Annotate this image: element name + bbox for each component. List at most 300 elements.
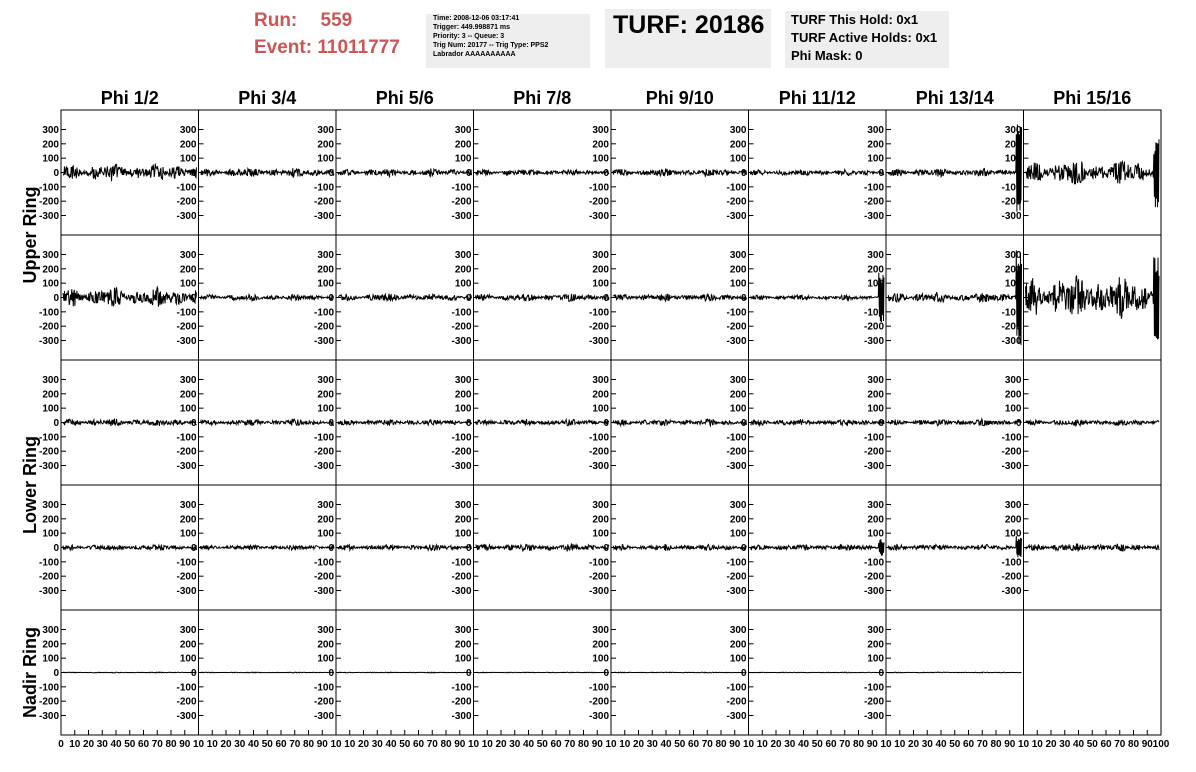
y-tick-label: 300 — [454, 499, 472, 511]
x-tick-label: 20 — [907, 739, 920, 750]
y-tick-label: 0 — [465, 418, 472, 429]
y-tick-label: -100 — [176, 557, 197, 569]
x-tick-label: 70 — [151, 739, 163, 750]
y-tick-label: -200 — [176, 446, 197, 458]
y-tick-label: 100 — [729, 653, 747, 665]
y-tick-label: 300 — [42, 499, 59, 511]
waveform-trace — [613, 672, 747, 673]
x-tick-label: 70 — [564, 739, 576, 750]
y-tick-label: -300 — [38, 711, 59, 723]
y-tick-label: 100 — [179, 653, 197, 665]
y-tick-label: 100 — [317, 403, 334, 415]
y-tick-label: -200 — [1001, 196, 1022, 208]
x-tick-label: 40 — [522, 739, 535, 750]
column-title: Phi 3/4 — [238, 88, 297, 108]
x-tick-label: 70 — [426, 739, 438, 750]
run-label: Run: — [254, 10, 298, 31]
run-value: 559 — [320, 10, 353, 31]
y-tick-label: 0 — [465, 543, 472, 554]
y-tick-label: 0 — [328, 293, 334, 304]
waveform-trace — [476, 294, 610, 302]
y-tick-label: -300 — [451, 711, 472, 723]
waveform-trace — [476, 672, 610, 673]
y-tick-label: -300 — [38, 336, 59, 348]
y-tick-label: 100 — [317, 278, 334, 290]
y-tick-label: 100 — [1004, 278, 1022, 290]
y-tick-label: -300 — [38, 211, 59, 223]
y-tick-label: 300 — [867, 374, 884, 386]
x-tick-label: 80 — [990, 739, 1002, 750]
turf-active-holds: TURF Active Holds: 0x1 — [791, 30, 938, 45]
y-tick-label: -100 — [588, 432, 609, 444]
waveform-trace — [338, 419, 472, 425]
y-tick-label: -100 — [451, 182, 472, 194]
y-tick-label: -300 — [176, 211, 197, 223]
y-tick-label: -100 — [588, 182, 609, 194]
y-tick-label: 100 — [867, 153, 884, 165]
y-tick-label: 100 — [729, 278, 747, 290]
y-tick-label: -300 — [726, 711, 747, 723]
y-tick-label: 300 — [867, 249, 884, 261]
x-tick-label: 40 — [385, 739, 397, 750]
ring-label: Upper Ring — [20, 186, 40, 284]
info-time: Time: 2008-12-06 03:17:41 — [433, 15, 520, 22]
y-tick-label: 300 — [179, 499, 197, 511]
y-tick-label: 100 — [1004, 528, 1022, 540]
y-tick-label: 300 — [729, 624, 747, 636]
y-tick-label: 0 — [1015, 418, 1022, 429]
x-tick-label: 70 — [289, 739, 301, 750]
y-tick-label: 200 — [1004, 264, 1022, 276]
y-tick-label: -200 — [38, 696, 59, 708]
y-tick-label: 300 — [42, 374, 59, 386]
y-tick-label: 0 — [53, 168, 59, 179]
x-tick-label: 50 — [536, 739, 548, 750]
y-tick-label: -200 — [863, 321, 884, 333]
y-tick-label: 0 — [878, 293, 884, 304]
y-tick-label: -200 — [176, 571, 197, 583]
x-tick-label: 10 — [467, 739, 480, 750]
x-tick-label: 90 — [1004, 739, 1016, 750]
x-tick-label: 80 — [852, 739, 865, 750]
x-tick-label: 40 — [110, 739, 122, 750]
y-tick-label: 200 — [317, 639, 334, 651]
y-tick-label: 0 — [53, 418, 59, 429]
y-tick-label: 100 — [317, 528, 334, 540]
y-tick-label: -300 — [451, 211, 472, 223]
x-tick-label: 60 — [137, 739, 150, 750]
x-tick-label: 40 — [797, 739, 810, 750]
y-tick-label: 100 — [592, 153, 609, 165]
y-tick-label: -300 — [726, 586, 747, 598]
waveform-trace — [201, 545, 335, 550]
y-tick-label: -200 — [38, 321, 59, 333]
y-tick-label: 200 — [592, 139, 609, 151]
y-tick-label: -300 — [863, 336, 884, 348]
y-tick-label: 300 — [454, 124, 472, 136]
y-tick-label: 200 — [867, 139, 884, 151]
y-tick-label: 200 — [592, 514, 609, 526]
y-tick-label: 200 — [454, 139, 472, 151]
y-tick-label: 0 — [190, 168, 197, 179]
y-tick-label: 100 — [179, 403, 197, 415]
y-tick-label: -100 — [1001, 557, 1022, 569]
y-tick-label: 0 — [465, 168, 472, 179]
y-tick-label: 0 — [603, 418, 609, 429]
y-tick-label: 100 — [729, 153, 747, 165]
turf-number: TURF: 20186 — [613, 11, 765, 39]
waveform-trace — [476, 543, 610, 551]
y-tick-label: 0 — [190, 543, 197, 554]
y-tick-label: 100 — [454, 153, 472, 165]
y-tick-label: 300 — [317, 249, 334, 261]
waveform-trace — [751, 539, 885, 556]
y-tick-label: 300 — [867, 624, 884, 636]
info-trigger: Trigger: 449.998871 ms — [433, 24, 511, 31]
waveform-trace — [476, 419, 610, 426]
y-tick-label: 300 — [592, 374, 609, 386]
x-tick-label: 10 — [605, 739, 617, 750]
y-tick-label: -200 — [38, 446, 59, 458]
turf-this-hold: TURF This Hold: 0x1 — [791, 12, 919, 27]
y-tick-label: -100 — [313, 182, 334, 194]
waveform-trace — [201, 294, 335, 300]
y-tick-label: 200 — [1004, 389, 1022, 401]
y-tick-label: 0 — [878, 168, 884, 179]
y-tick-label: 100 — [592, 528, 609, 540]
y-tick-label: 300 — [729, 374, 747, 386]
x-tick-label: 30 — [371, 739, 383, 750]
y-tick-label: -200 — [588, 696, 609, 708]
y-tick-label: 0 — [53, 293, 59, 304]
waveform-trace — [201, 672, 335, 673]
info-priority: Priority: 3 -- Queue: 3 — [433, 33, 505, 40]
y-tick-label: 200 — [454, 264, 472, 276]
y-tick-label: -100 — [1001, 307, 1022, 319]
y-tick-label: -100 — [588, 307, 609, 319]
y-tick-label: -200 — [451, 196, 472, 208]
y-tick-label: -100 — [451, 682, 472, 694]
x-tick-label: 70 — [839, 739, 851, 750]
y-tick-label: 300 — [867, 499, 884, 511]
y-tick-label: 100 — [454, 528, 472, 540]
y-tick-label: 100 — [42, 153, 59, 165]
waveform-trace — [63, 672, 197, 673]
y-tick-label: -200 — [588, 446, 609, 458]
y-tick-label: -200 — [863, 446, 884, 458]
x-tick-label: 60 — [687, 739, 700, 750]
y-tick-label: 200 — [1004, 139, 1022, 151]
x-tick-label: 90 — [591, 739, 603, 750]
y-tick-label: -200 — [313, 571, 334, 583]
y-tick-label: -100 — [726, 557, 747, 569]
y-tick-label: -100 — [863, 682, 884, 694]
y-tick-label: 0 — [740, 668, 747, 679]
x-tick-label: 90 — [866, 739, 878, 750]
x-tick-label: 40 — [935, 739, 947, 750]
y-tick-label: -100 — [726, 682, 747, 694]
waveform-trace — [888, 536, 1022, 557]
waveform-trace — [338, 545, 472, 551]
y-tick-label: 200 — [867, 389, 884, 401]
y-tick-label: -300 — [1001, 461, 1022, 473]
y-tick-label: -300 — [1001, 586, 1022, 598]
y-tick-label: -200 — [726, 696, 747, 708]
y-tick-label: 300 — [1004, 374, 1022, 386]
y-tick-label: -100 — [38, 557, 59, 569]
x-tick-label: 70 — [1114, 739, 1126, 750]
x-tick-label: 100 — [1152, 739, 1170, 750]
y-tick-label: 100 — [317, 153, 334, 165]
y-tick-label: -300 — [313, 211, 334, 223]
y-tick-label: -300 — [1001, 211, 1022, 223]
x-tick-label: 20 — [632, 739, 645, 750]
y-tick-label: 200 — [592, 264, 609, 276]
y-tick-label: 300 — [454, 374, 472, 386]
y-tick-label: -200 — [176, 196, 197, 208]
y-tick-label: 0 — [740, 418, 747, 429]
y-tick-label: -300 — [863, 461, 884, 473]
y-tick-label: 0 — [328, 168, 334, 179]
y-tick-label: -200 — [726, 446, 747, 458]
y-tick-label: 0 — [603, 168, 609, 179]
y-tick-label: -300 — [726, 461, 747, 473]
x-tick-label: 10 — [880, 739, 892, 750]
y-tick-label: -300 — [176, 586, 197, 598]
x-tick-label: 50 — [674, 739, 686, 750]
y-tick-label: -300 — [1001, 336, 1022, 348]
y-tick-label: -200 — [451, 696, 472, 708]
y-tick-label: 200 — [729, 514, 747, 526]
x-tick-label: 80 — [302, 739, 315, 750]
y-tick-label: -100 — [863, 182, 884, 194]
y-tick-label: -200 — [588, 321, 609, 333]
y-tick-label: 300 — [592, 624, 609, 636]
y-tick-label: 100 — [179, 278, 197, 290]
y-tick-label: 200 — [867, 264, 884, 276]
x-tick-label: 10 — [330, 739, 342, 750]
y-tick-label: -300 — [863, 586, 884, 598]
y-tick-label: -300 — [588, 336, 609, 348]
y-tick-label: -300 — [313, 711, 334, 723]
y-tick-label: 300 — [179, 124, 197, 136]
y-tick-label: 100 — [729, 403, 747, 415]
x-tick-label: 10 — [481, 739, 493, 750]
y-tick-label: -100 — [726, 182, 747, 194]
waveform-trace — [888, 419, 1022, 426]
y-tick-label: -200 — [313, 696, 334, 708]
x-tick-label: 30 — [96, 739, 108, 750]
y-tick-label: 0 — [740, 168, 747, 179]
y-tick-label: 300 — [317, 499, 334, 511]
y-tick-label: -300 — [588, 586, 609, 598]
waveform-trace — [63, 164, 197, 182]
y-tick-label: -200 — [588, 196, 609, 208]
waveform-trace — [751, 419, 885, 425]
y-tick-label: 300 — [1004, 124, 1022, 136]
x-tick-label: 60 — [825, 739, 837, 750]
y-tick-label: -300 — [588, 711, 609, 723]
x-tick-label: 80 — [1127, 739, 1140, 750]
waveform-trace — [1026, 139, 1160, 207]
info-labrador: Labrador AAAAAAAAAA — [433, 51, 516, 58]
y-tick-label: 200 — [179, 514, 197, 526]
waveform-trace — [338, 168, 472, 176]
x-tick-label: 30 — [921, 739, 933, 750]
y-tick-label: 200 — [729, 139, 747, 151]
y-tick-label: -200 — [863, 696, 884, 708]
y-tick-label: -200 — [38, 571, 59, 583]
y-tick-label: 300 — [592, 249, 609, 261]
y-tick-label: -300 — [313, 461, 334, 473]
y-tick-label: 200 — [592, 639, 609, 651]
y-tick-label: -200 — [588, 571, 609, 583]
y-tick-label: 200 — [454, 514, 472, 526]
y-tick-label: -200 — [1001, 446, 1022, 458]
y-tick-label: -300 — [313, 336, 334, 348]
x-tick-label: 40 — [247, 739, 260, 750]
y-tick-label: -100 — [1001, 432, 1022, 444]
x-tick-label: 30 — [1059, 739, 1071, 750]
waveform-trace — [613, 544, 747, 551]
x-tick-label: 60 — [412, 739, 425, 750]
y-tick-label: 200 — [42, 264, 59, 276]
y-tick-label: -100 — [176, 182, 197, 194]
x-tick-label: 70 — [976, 739, 988, 750]
y-tick-label: 300 — [1004, 499, 1022, 511]
y-tick-label: 200 — [867, 639, 884, 651]
y-tick-label: -100 — [863, 557, 884, 569]
column-title: Phi 7/8 — [513, 88, 572, 108]
y-tick-label: -100 — [38, 682, 59, 694]
y-tick-label: -200 — [313, 321, 334, 333]
waveform-trace — [338, 294, 472, 302]
y-tick-label: 0 — [328, 668, 334, 679]
x-tick-label: 90 — [454, 739, 466, 750]
x-tick-label: 20 — [82, 739, 95, 750]
y-tick-label: 200 — [592, 389, 609, 401]
y-tick-label: 300 — [179, 249, 197, 261]
y-tick-label: 0 — [603, 293, 609, 304]
y-tick-label: -300 — [451, 336, 472, 348]
y-tick-label: -300 — [313, 586, 334, 598]
y-tick-label: 100 — [179, 153, 197, 165]
waveform-trace — [1026, 544, 1160, 552]
y-tick-label: -100 — [313, 682, 334, 694]
ring-label: Lower Ring — [20, 436, 40, 534]
y-tick-label: -300 — [176, 461, 197, 473]
y-tick-label: -100 — [863, 432, 884, 444]
y-tick-label: 300 — [179, 374, 197, 386]
y-tick-label: 300 — [1004, 249, 1022, 261]
y-tick-label: 300 — [317, 624, 334, 636]
y-tick-label: 0 — [328, 418, 334, 429]
y-tick-label: 0 — [465, 293, 472, 304]
x-tick-label: 50 — [1086, 739, 1098, 750]
y-tick-label: 200 — [317, 389, 334, 401]
y-tick-label: 100 — [867, 528, 884, 540]
column-title: Phi 13/14 — [915, 88, 994, 108]
y-tick-label: 300 — [179, 624, 197, 636]
y-tick-label: 200 — [317, 514, 334, 526]
y-tick-label: -200 — [726, 321, 747, 333]
y-tick-label: -300 — [726, 336, 747, 348]
x-tick-label: 50 — [399, 739, 411, 750]
y-tick-label: 200 — [867, 514, 884, 526]
y-tick-label: 200 — [317, 139, 334, 151]
x-tick-label: 80 — [577, 739, 590, 750]
y-tick-label: 100 — [1004, 403, 1022, 415]
y-tick-label: 300 — [42, 249, 59, 261]
y-tick-label: 100 — [592, 653, 609, 665]
y-tick-label: 0 — [53, 668, 59, 679]
ring-label: Nadir Ring — [20, 626, 40, 719]
y-tick-label: -200 — [313, 446, 334, 458]
x-tick-label: 40 — [660, 739, 672, 750]
y-tick-label: -200 — [451, 571, 472, 583]
y-tick-label: -200 — [451, 446, 472, 458]
x-tick-label: 80 — [440, 739, 452, 750]
y-tick-label: 100 — [592, 403, 609, 415]
x-tick-label: 20 — [770, 739, 782, 750]
y-tick-label: 300 — [729, 249, 747, 261]
x-tick-label: 10 — [742, 739, 755, 750]
y-tick-label: 0 — [1015, 543, 1022, 554]
y-tick-label: -300 — [38, 461, 59, 473]
y-tick-label: 300 — [729, 124, 747, 136]
x-tick-label: 90 — [1141, 739, 1153, 750]
waveform-trace — [1026, 257, 1160, 339]
info-trig-num: Trig Num: 20177 -- Trig Type: PPS2 — [433, 42, 549, 49]
y-tick-label: 0 — [328, 543, 334, 554]
y-tick-label: 100 — [592, 278, 609, 290]
y-tick-label: 100 — [454, 403, 472, 415]
y-tick-label: -100 — [176, 682, 197, 694]
y-tick-label: -100 — [313, 307, 334, 319]
waveform-trace — [476, 170, 610, 176]
waveform-trace — [201, 419, 335, 426]
y-tick-label: 200 — [729, 639, 747, 651]
y-tick-label: 200 — [317, 264, 334, 276]
x-tick-label: 60 — [1100, 739, 1112, 750]
waveform-trace — [888, 672, 1022, 673]
y-tick-label: 300 — [592, 499, 609, 511]
y-tick-label: -300 — [176, 711, 197, 723]
y-tick-label: 100 — [42, 278, 59, 290]
x-tick-label: 30 — [234, 739, 246, 750]
y-tick-label: 0 — [1015, 293, 1022, 304]
y-tick-label: 200 — [729, 264, 747, 276]
waveform-trace — [338, 672, 472, 673]
x-tick-label: 90 — [179, 739, 191, 750]
waveform-trace — [63, 419, 197, 427]
y-tick-label: -300 — [863, 211, 884, 223]
waveform-trace — [613, 169, 747, 177]
waveform-trace — [613, 294, 747, 301]
y-tick-label: 100 — [454, 278, 472, 290]
x-tick-label: 0 — [58, 739, 64, 750]
x-tick-label: 10 — [1017, 739, 1030, 750]
y-tick-label: -200 — [726, 196, 747, 208]
x-tick-label: 30 — [784, 739, 796, 750]
y-tick-label: 0 — [878, 418, 884, 429]
x-tick-label: 60 — [275, 739, 287, 750]
y-tick-label: -100 — [313, 557, 334, 569]
y-tick-label: -200 — [726, 571, 747, 583]
waveform-trace — [1026, 420, 1160, 426]
x-tick-label: 50 — [811, 739, 823, 750]
y-tick-label: -100 — [38, 432, 59, 444]
